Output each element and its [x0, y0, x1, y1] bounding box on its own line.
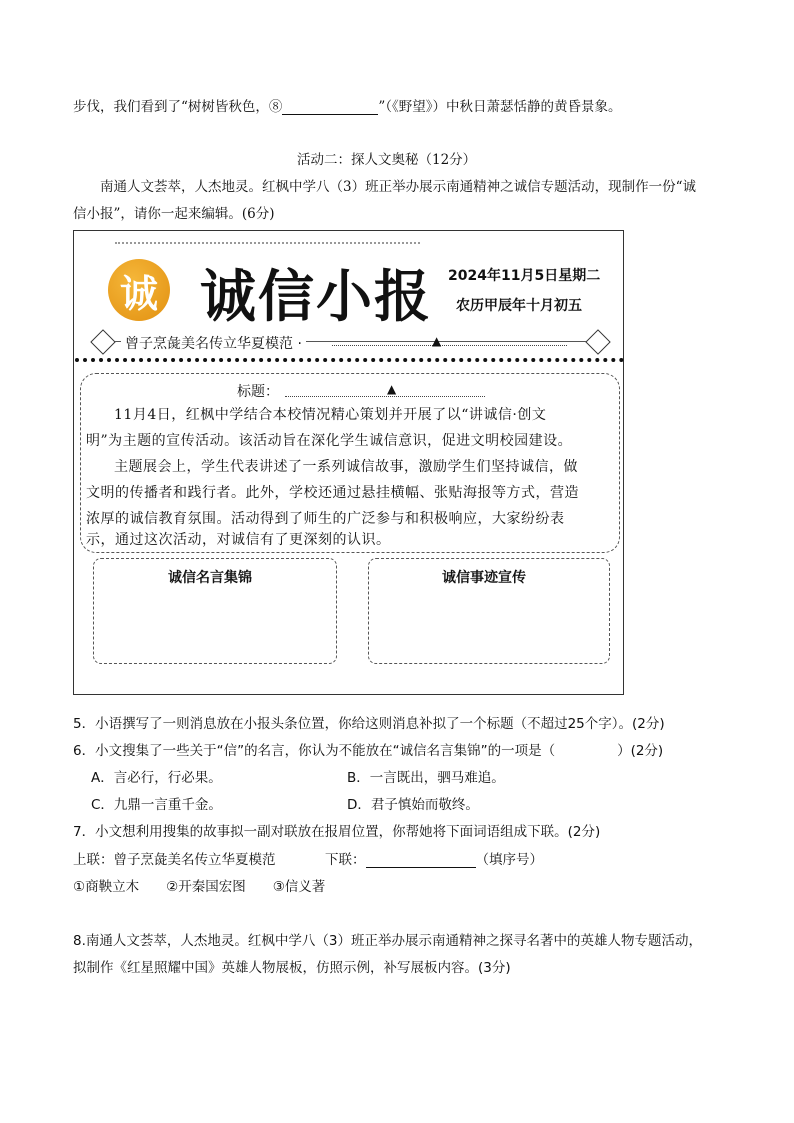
title-marker-icon: ▲	[387, 382, 397, 396]
news-title-blank[interactable]	[285, 384, 485, 397]
news-line: 明”为主题的宣传活动。该活动旨在深化学生诚信意识，促进文明校园建设。	[86, 433, 573, 449]
question-7-note: （填序号）	[475, 852, 543, 868]
option-c: C．九鼎一言重千金。	[91, 797, 222, 813]
news-title-label: 标题：	[237, 384, 279, 400]
stories-box-title: 诚信事迹宣传	[442, 570, 526, 586]
masthead-title: 诚信小报	[200, 265, 432, 330]
activity-intro-line1: 南通人文荟萃，人杰地灵。红枫中学八（3）班正举办展示南通精神之诚信专题活动，现制作一份“诚	[100, 179, 696, 195]
news-line: 文明的传播者和践行者。此外，学校还通过悬挂横幅、张贴海报等方式，营造	[86, 485, 579, 501]
question-8-line1: 8.南通人文荟萃，人杰地灵。红枫中学八（3）班正举办展示南通精神之探寻名著中的英雄人物专题活动，	[73, 933, 702, 949]
date-line: 2024年11月5日星期二	[448, 268, 601, 284]
question-6-text: 6．小文搜集了一些关于“信”的名言，你认为不能放在“诚信名言集锦”的一项是（	[73, 743, 556, 759]
question-7-answer-blank[interactable]	[366, 853, 476, 868]
question-7-lower	[325, 848, 543, 868]
news-line: 浓厚的诚信教育氛围。活动得到了师生的广泛参与和积极响应，大家纷纷表	[86, 511, 565, 527]
question-7-lower-label: 下联：	[325, 852, 366, 868]
option-d: D．君子慎始而敬终。	[347, 797, 479, 813]
heavy-dotted-rule	[75, 358, 624, 362]
question-7: 7．小文想利用搜集的故事拟一副对联放在报眉位置，你帮她将下面词语组成下联。(2分)	[73, 824, 601, 840]
couplet-upper: 曾子烹彘美名传立华夏模范 ·	[121, 333, 306, 353]
activity-heading: 活动二：探人文奥秘（12分）	[297, 152, 477, 168]
intro-text-before: 步伐，我们看到了“树树皆秋色，⑧	[73, 99, 283, 115]
question-7-upper: 上联：曾子烹彘美名传立华夏模范	[73, 852, 276, 868]
quotes-box-title: 诚信名言集锦	[168, 570, 252, 586]
blank-marker-icon: ▲	[432, 334, 442, 348]
news-line: 11月4日，红枫中学结合本校情况精心策划并开展了以“讲诚信·创文	[114, 407, 547, 423]
top-dotted-rule	[115, 242, 420, 244]
question-6	[73, 739, 663, 759]
activity-intro-line2: 信小报”，请你一起来编辑。(6分)	[73, 206, 275, 222]
news-line: 示，通过这次活动，对诚信有了更深刻的认识。	[86, 532, 391, 548]
question-8-line2: 拟制作《红星照耀中国》英雄人物展板，仿照示例，补写展板内容。(3分)	[73, 960, 511, 976]
news-line: 主题展会上，学生代表讲述了一系列诚信故事，激励学生们坚持诚信，做	[114, 459, 578, 475]
option-a: A．言必行，行必果。	[91, 770, 222, 786]
question-5: 5．小语撰写了一则消息放在小报头条位置，你给这则消息补拟了一个标题（不超过25个字）。(2分)	[73, 716, 665, 732]
lunar-date-line: 农历甲辰年十月初五	[456, 298, 582, 314]
answer-blank-8[interactable]	[282, 100, 378, 115]
couplet-lower-blank[interactable]	[332, 335, 567, 346]
question-7-options: ①商鞅立木 ②开秦国宏图 ③信义著	[73, 879, 326, 895]
question-6-score: ）(2分)	[617, 743, 664, 759]
option-b: B．一言既出，驷马难追。	[347, 770, 505, 786]
intro-text-after: ”（《野望》）中秋日萧瑟恬静的黄昏景象。	[378, 99, 622, 115]
logo-character: 诚	[119, 271, 158, 316]
intro-line	[73, 95, 622, 115]
